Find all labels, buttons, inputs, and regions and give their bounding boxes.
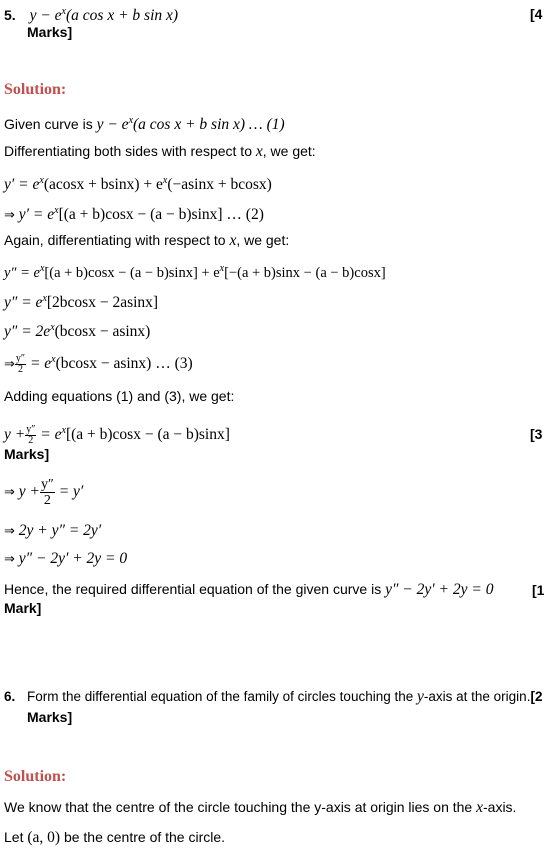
fraction: $\frac{y''}{2}$ <box>15 353 26 376</box>
solution-line-1: Given curve is $y - e^x(a$ cos x + b sin x) … (1) <box>4 115 285 134</box>
marks-badge-open: [3 <box>530 426 543 442</box>
solution-heading: Solution: <box>4 81 67 98</box>
equation-implication-2: ⇒ 2y + y″ = 2y′ <box>4 522 102 539</box>
equation-3: ⇒ $\frac{y''}{2}$ = $e^x(bcosx - asinx)$ … (3) <box>4 353 193 376</box>
equation-y-double-prime-3: $y'' = 2e^x(bcosx - asinx)$ <box>4 322 151 341</box>
marks-badge-close: Marks] <box>27 709 73 725</box>
solution-line-10: Adding equations (1) and (3), we get: <box>4 388 235 404</box>
solution-conclusion: Hence, the required differential equation of the given curve is y″ − 2y′ + 2y = 0 <box>4 581 494 598</box>
equation-sum: y + $\frac{y''}{2}$ = $e^x[(a + b)\cos x - (a - b)\sin x]$ <box>4 424 230 447</box>
question-5-line <box>4 4 178 24</box>
equation-implication-1: ⇒ y + $\frac{y''}{2}$ = y′ <box>4 476 84 508</box>
marks-badge-close: Mark] <box>4 600 42 616</box>
question-number: 6. <box>4 689 16 704</box>
equation-2: ⇒ $y' = e^x[(a + b)\cos x - (a - b)\sin x]$ … (2) <box>4 205 264 224</box>
fraction: $\frac{y''}{2}$ <box>26 424 36 447</box>
solution-6-line-1: We know that the centre of the circle touching the y-axis at origin lies on the x-axis. <box>4 799 517 816</box>
question-number: 5. <box>4 7 16 24</box>
marks-badge-open: [4 <box>530 6 543 22</box>
marks-badge-close: Marks] <box>4 446 50 462</box>
marks-badge-open: [1 <box>532 582 545 598</box>
fraction: $\frac{y''}{2}$ <box>41 476 54 508</box>
question-6-line: 6. Form the differential equation of the family of circles touching the y-axis at the origin.[2 <box>4 688 543 705</box>
equation-y-double-prime-2: $y'' = e^x[2bcosx - 2asinx]$ <box>4 293 159 312</box>
marks-badge-close: Marks] <box>27 24 73 40</box>
equation-y-double-prime: $y'' = e^x[(a + b)\cos x - (a - b)\sin x] + e^x[-(a + b)\sin x - (a - b)\cos x]$ <box>4 263 386 281</box>
solution-heading: Solution: <box>4 768 67 785</box>
equation-y-prime: $y' = e^x(acosx + bsinx) + e^x(-asinx + bcosx)$ <box>4 175 272 194</box>
solution-6-line-2: Let (a, 0) be the centre of the circle. <box>4 829 226 846</box>
equation-implication-3: ⇒ y″ − 2y′ + 2y = 0 <box>4 550 128 567</box>
solution-line-2: Differentiating both sides with respect to x, we get: <box>4 143 316 160</box>
question-5-expression: $y - e^x(a$ cos x + b sin x) <box>29 6 179 25</box>
solution-line-5: Again, differentiating with respect to x, we get: <box>4 232 290 249</box>
